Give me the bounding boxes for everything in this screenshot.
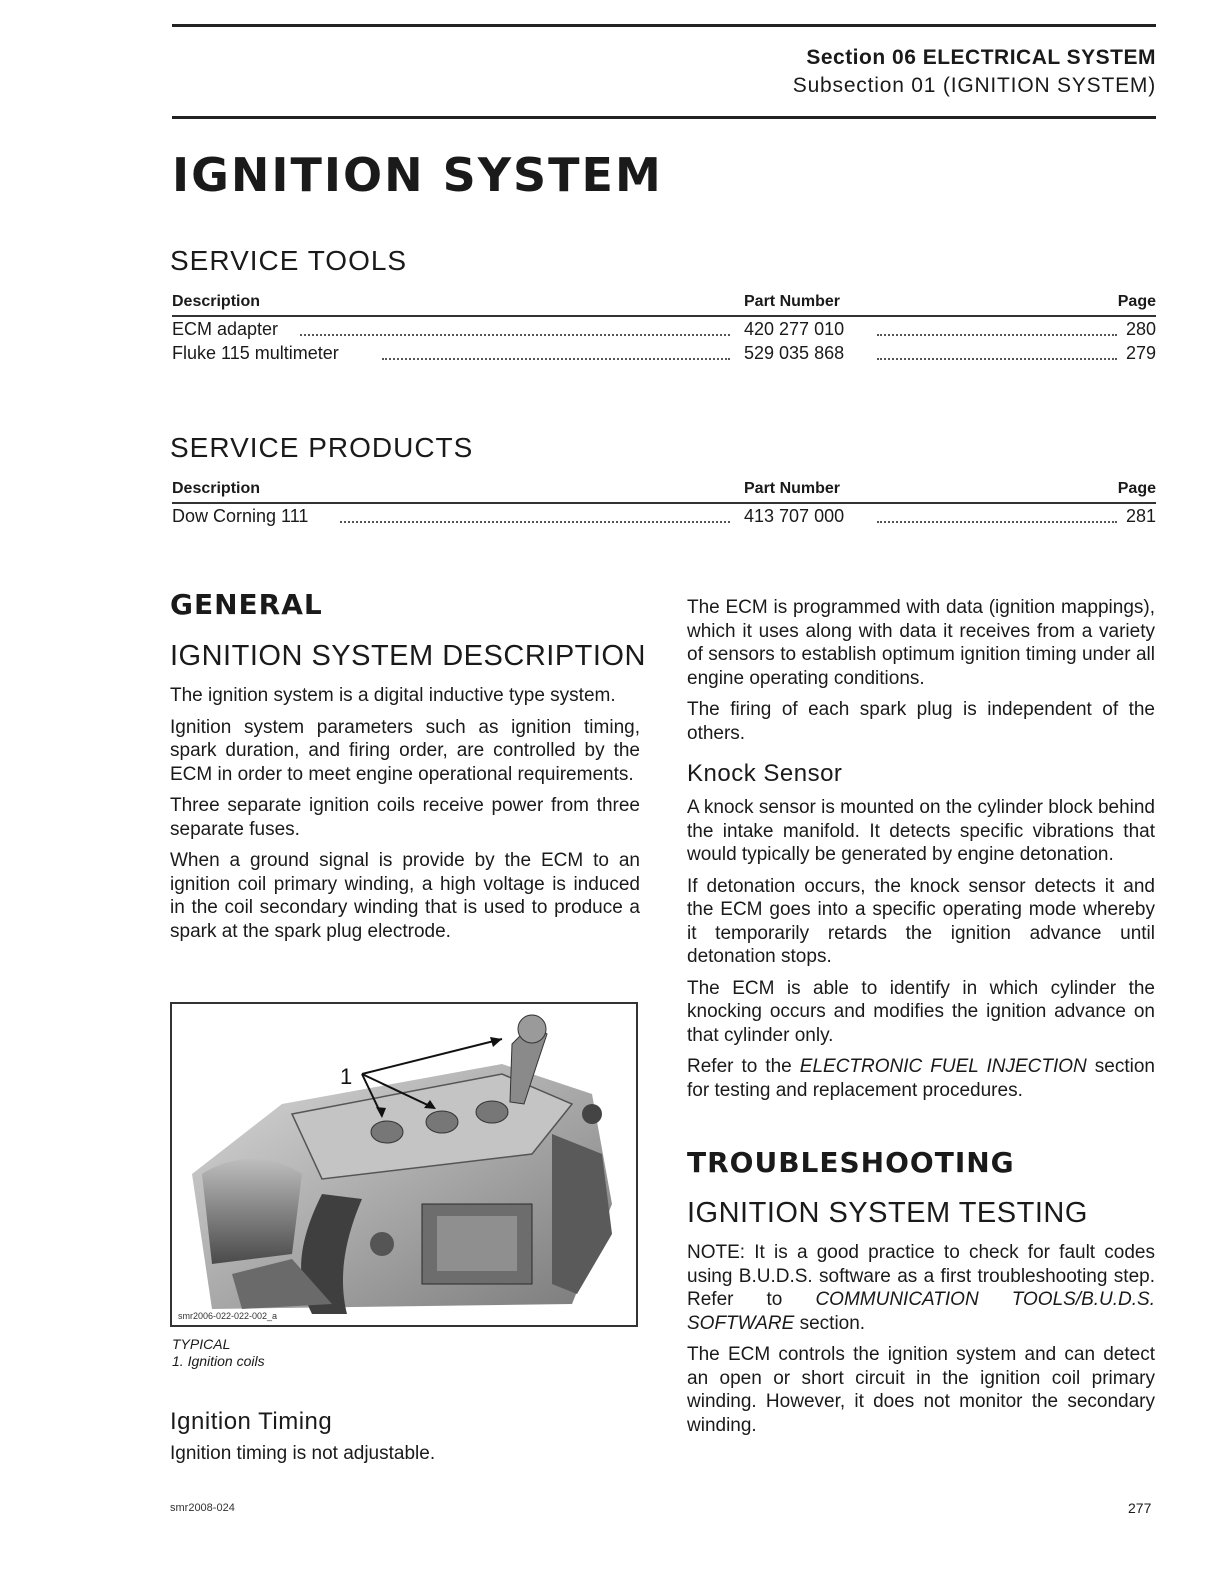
paragraph: If detonation occurs, the knock sensor detects it and the ECM goes into a specific operating mode whereby it temporarily retards the ignition advance until detonation stops. <box>687 875 1155 967</box>
table-header <box>172 480 1156 504</box>
col-page: Page <box>1117 293 1156 310</box>
row-page: 281 <box>1125 506 1156 526</box>
testing-text <box>687 1241 1155 1445</box>
row-description: Dow Corning 111 <box>172 506 309 526</box>
figure-callout: 1 <box>340 1064 353 1089</box>
service-products-heading: SERVICE PRODUCTS <box>170 432 474 463</box>
paragraph: Ignition system parameters such as ignition timing, spark duration, and firing order, are controlled by the ECM in order to meet engine operational requirements. <box>170 716 640 785</box>
row-page: 280 <box>1125 319 1156 339</box>
paragraph: The ECM is able to identify in which cylinder the knocking occurs and modifies the ignition advance on that cylinder only. <box>687 977 1155 1046</box>
service-tools-heading: SERVICE TOOLS <box>170 245 408 276</box>
knock-sensor-text <box>687 796 1155 1110</box>
figure-caption-item: 1. Ignition coils <box>172 1353 265 1369</box>
note-text: section. <box>794 1312 866 1334</box>
ignition-timing-heading: Ignition Timing <box>170 1408 333 1435</box>
general-heading: GENERAL <box>170 588 323 621</box>
table-row <box>172 341 1156 365</box>
row-page: 279 <box>1125 343 1156 363</box>
dot-leader <box>877 521 1117 523</box>
table-row <box>172 317 1156 341</box>
ignition-coils-illustration <box>172 1004 636 1325</box>
paragraph: The firing of each spark plug is independent of the others. <box>687 699 1155 744</box>
testing-subheading: IGNITION SYSTEM TESTING <box>687 1197 1088 1229</box>
row-part-number: 529 035 868 <box>744 343 845 363</box>
engine-figure <box>170 1002 638 1327</box>
general-text <box>170 684 640 951</box>
col-description: Description <box>172 480 261 497</box>
row-part-number: 413 707 000 <box>744 506 845 526</box>
col-part-number: Part Number <box>744 480 841 497</box>
page-number: 277 <box>1128 1500 1152 1516</box>
dot-leader <box>300 334 730 336</box>
section-header: Section 06 ELECTRICAL SYSTEM <box>806 46 1156 69</box>
col-page: Page <box>1117 480 1156 497</box>
figure-reference: smr2006-022-022-002_a <box>178 1311 278 1321</box>
figure-caption-title: TYPICAL <box>172 1336 231 1352</box>
description-subheading: IGNITION SYSTEM DESCRIPTION <box>170 640 646 672</box>
efi-section-reference: ELECTRONIC FUEL INJECTION <box>799 1056 1087 1077</box>
refer-text: Refer to the <box>687 1056 800 1077</box>
table-header <box>172 293 1156 317</box>
row-part-number: 420 277 010 <box>744 319 845 339</box>
dot-leader <box>340 521 730 523</box>
paragraph: When a ground signal is provide by the ECM to an ignition coil primary winding, a high voltage is induced in the coil secondary winding that is used to produce a spark at the spark plug electrode. <box>170 850 640 942</box>
dot-leader <box>877 334 1117 336</box>
header-rule <box>172 116 1156 119</box>
table-row <box>172 504 1156 528</box>
paragraph: Ignition timing is not adjustable. <box>170 1443 436 1464</box>
refer-text: section for testing and replacement procedures. <box>687 1056 1155 1101</box>
ignition-timing-text <box>170 1442 640 1474</box>
paragraph: The ECM controls the ignition system and can detect an open or short circuit in the ignition coil primary winding. However, it does not monitor the secondary winding. <box>687 1344 1155 1436</box>
ecm-text <box>687 596 1155 753</box>
knock-sensor-heading: Knock Sensor <box>687 760 843 787</box>
service-products-table <box>172 480 1156 528</box>
paragraph: The ECM is programmed with data (ignition mappings), which it uses along with data it receives from a variety of sensors to establish optimum ignition timing under all engine operating conditions. <box>687 597 1155 689</box>
buds-section-reference: COMMUNICATION TOOLS/B.U.D.S. SOFTWARE <box>687 1289 1155 1334</box>
dot-leader <box>382 358 730 360</box>
col-part-number: Part Number <box>744 293 841 310</box>
paragraph: A knock sensor is mounted on the cylinder block behind the intake manifold. It detects specific vibrations that would typically be generated by engine detonation. <box>687 797 1155 865</box>
row-description: ECM adapter <box>172 319 279 339</box>
paragraph <box>687 1055 1155 1102</box>
service-tools-table <box>172 293 1156 365</box>
paragraph: The ignition system is a digital inductive type system. <box>170 685 616 706</box>
note-paragraph <box>687 1241 1155 1335</box>
subsection-header: Subsection 01 (IGNITION SYSTEM) <box>792 74 1156 97</box>
top-rule <box>172 24 1156 27</box>
paragraph: Three separate ignition coils receive power from three separate fuses. <box>170 795 640 840</box>
col-description: Description <box>172 293 261 310</box>
note-label: NOTE: <box>687 1242 746 1263</box>
troubleshooting-heading: TROUBLESHOOTING <box>687 1146 1015 1179</box>
row-description: Fluke 115 multimeter <box>172 343 339 363</box>
dot-leader <box>877 358 1117 360</box>
page-title: IGNITION SYSTEM <box>172 148 663 202</box>
note-text: It is a good practice to check for fault codes using B.U.D.S. software as a first troubleshooting step. Refer to <box>687 1242 1155 1310</box>
document-id: smr2008-024 <box>170 1502 235 1514</box>
